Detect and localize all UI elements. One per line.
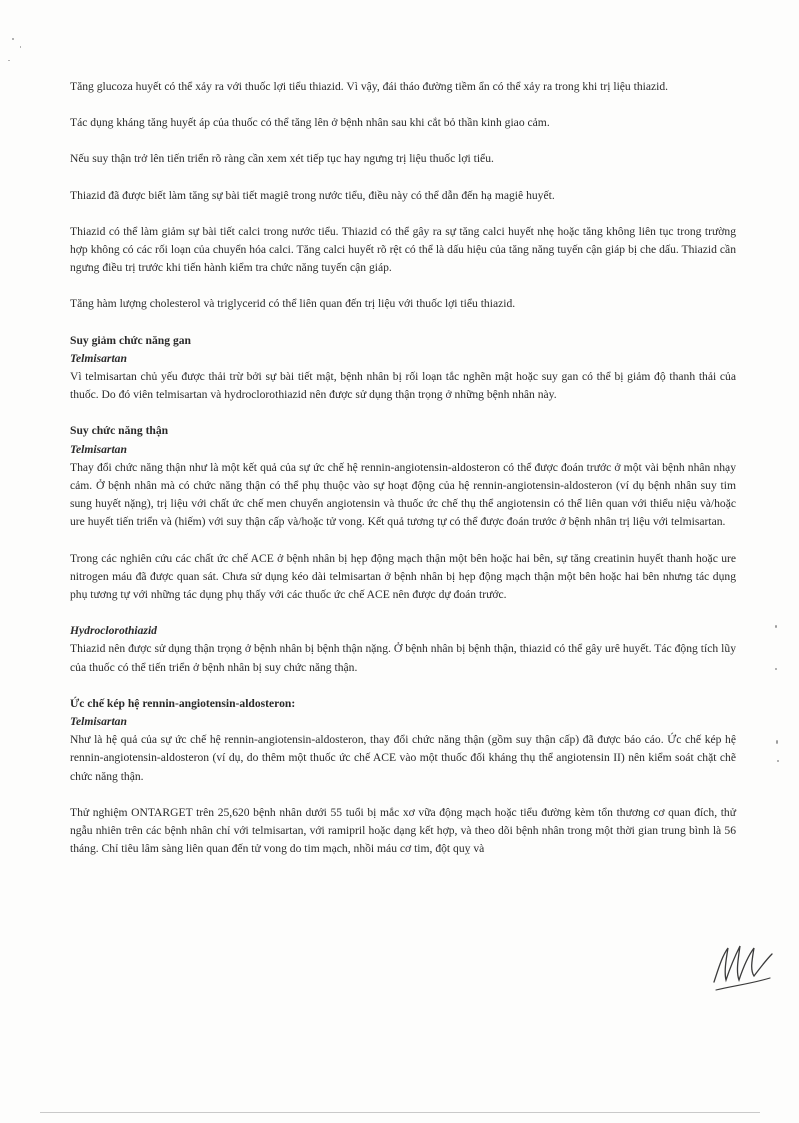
paragraph: Thử nghiệm ONTARGET trên 25,620 bệnh nhân dưới 55 tuổi bị mắc xơ vữa động mạch hoặc tiểu đường kèm tổn thương cơ quan đích, thử ngẫu nhiên trên các bệnh nhân chỉ với telmisartan, với ramipril hoặc dạng kết hợp, và theo dõi bệnh nhân trong một thời gian trung bình là 56 tháng. Chỉ tiêu lâm sàng liên quan đến tử vong do tim mạch, nhồi máu cơ tim, đột quỵ và bbox=[70, 805, 736, 856]
scan-speck bbox=[776, 740, 778, 744]
subheading-hydroclorothiazid: Hydroclorothiazid bbox=[70, 624, 157, 638]
scan-speck bbox=[8, 60, 10, 61]
paragraph: Nếu suy thận trở lên tiến triển rõ ràng cần xem xét tiếp tục hay ngưng trị liệu thuốc lợi tiểu. bbox=[70, 152, 494, 166]
scan-speck bbox=[777, 760, 779, 762]
section-heading-liver: Suy giảm chức năng gan bbox=[70, 333, 191, 347]
subheading-telmisartan: Telmisartan bbox=[70, 715, 127, 729]
handwritten-signature bbox=[708, 938, 778, 998]
section-heading-kidney: Suy chức năng thận bbox=[70, 424, 169, 438]
paragraph: Tác dụng kháng tăng huyết áp của thuốc có thể tăng lên ở bệnh nhân sau khi cắt bỏ thần kinh giao cảm. bbox=[70, 116, 550, 130]
subheading-telmisartan: Telmisartan bbox=[70, 351, 127, 365]
scan-speck bbox=[775, 625, 777, 628]
paragraph: Như là hệ quả của sự ức chế hệ rennin-angiotensin-aldosteron, thay đổi chức năng thận (gồm suy thận cấp) đã được báo cáo. Ức chế kép hệ rennin-angiotensin-aldosteron (ví dụ, do thêm một thuốc ức chế ACE vào một thuốc đối kháng thụ thể angiotensin II) nên kiểm soát chặt chẽ chức năng thận. bbox=[70, 733, 736, 783]
scan-speck bbox=[775, 668, 777, 670]
scan-speck bbox=[12, 38, 14, 40]
page-bottom-edge bbox=[40, 1112, 760, 1113]
paragraph: Trong các nghiên cứu các chất ức chế ACE ở bệnh nhân bị hẹp động mạch thận một bên hoặc hai bên, sự tăng creatinin huyết thanh hoặc ure nitrogen máu đã được quan sát. Chưa sử dụng kéo dài telmisartan ở bệnh nhân bị hẹp động mạch thận một bên hoặc hai bên nhưng tác dụng phụ tương tự với những tác dụng phụ thấy với các thuốc ức chế ACE nên được dự đoán trước. bbox=[70, 551, 736, 602]
paragraph: Thiazid có thể làm giảm sự bài tiết calci trong nước tiểu. Thiazid có thể gây ra sự tăng calci huyết nhẹ hoặc tăng không liên tục trong trường hợp không có các rối loạn của chuyển hóa calci. Tăng calci huyết rõ rệt có thể là dấu hiệu của tăng năng tuyến cận giáp bị che dấu. Thiazid cần ngưng điều trị trước khi tiến hành kiểm tra chức năng tuyến cận giáp. bbox=[70, 224, 736, 275]
subheading-telmisartan: Telmisartan bbox=[70, 442, 127, 456]
paragraph: Thiazid đã được biết làm tăng sự bài tiết magiê trong nước tiểu, điều này có thể dẫn đến hạ magiê huyết. bbox=[70, 188, 555, 202]
section-heading-dual-blockade: Ức chế kép hệ rennin-angiotensin-aldosteron: bbox=[70, 696, 296, 710]
paragraph: Vì telmisartan chủ yếu được thải trừ bởi sự bài tiết mật, bệnh nhân bị rối loạn tắc nghẽn mật hoặc suy gan có thể bị giảm độ thanh thải của thuốc. Do đó viên telmisartan và hydroclorothiazid nên được sử dụng thận trọng ở những bệnh nhân này. bbox=[70, 370, 736, 402]
document-body bbox=[70, 78, 736, 859]
paragraph: Tăng hàm lượng cholesterol và triglycerid có thể liên quan đến trị liệu với thuốc lợi tiểu thiazid. bbox=[70, 297, 516, 311]
paragraph: Thiazid nên được sử dụng thận trọng ở bệnh nhân bị bệnh thận nặng. Ở bệnh nhân bị bệnh thận, thiazid có thể gây urê huyết. Tác động tích lũy của thuốc có thể tiến triển ở bệnh nhân bị suy chức năng thận. bbox=[70, 642, 736, 674]
paragraph: Tăng glucoza huyết có thể xảy ra với thuốc lợi tiểu thiazid. Vì vậy, đái tháo đường tiềm ẩn có thể xảy ra trong khi trị liệu thiazid. bbox=[70, 80, 669, 93]
scan-speck bbox=[20, 46, 21, 48]
paragraph: Thay đổi chức năng thận như là một kết quả của sự ức chế hệ rennin-angiotensin-aldosteron có thể được đoán trước ở một vài bệnh nhân nhạy cảm. Ở bệnh nhân mà có chức năng thận có thể phụ thuộc vào sự hoạt động của hệ rennin-angiotensin-aldosteron (ví dụ bệnh nhân suy tim sung huyết nặng), trị liệu với chất ức chế men chuyển angiotensin và thuốc ức chế thụ thể angiotensin có thể liên quan với thiểu niệu và/hoặc ure huyết tiến triển và (hiếm) với suy thận cấp và/hoặc tử vong. Kết quả tương tự có thể được đoán trước ở bệnh nhân trị liệu với telmisartan. bbox=[70, 460, 736, 529]
